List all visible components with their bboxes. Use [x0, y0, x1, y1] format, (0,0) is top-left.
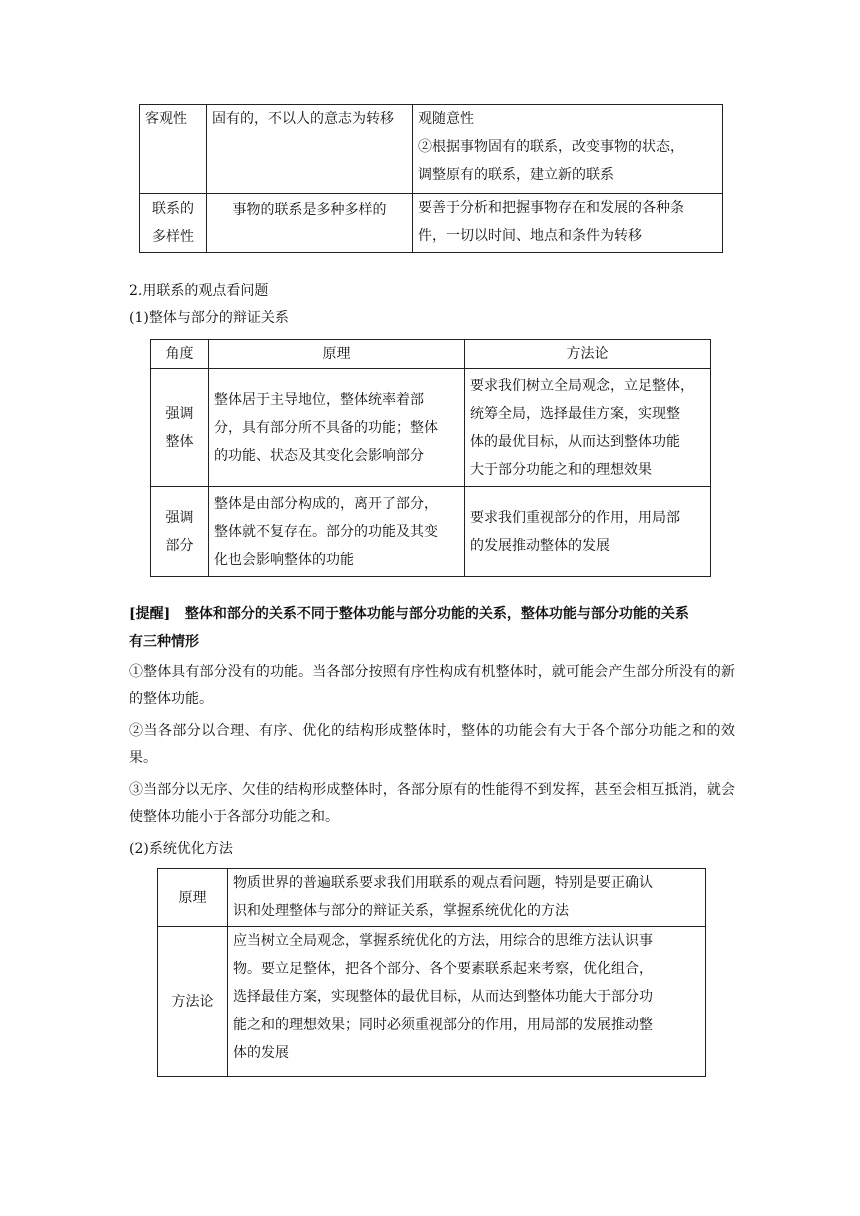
section-title: 2.用联系的观点看问题 — [129, 283, 269, 299]
table-row — [140, 194, 723, 253]
row-method: 要求我们树立全局观念，立足整体， 统筹全局，选择最佳方案，实现整 体的最优目标，从而达到整体功能 大于部分功能之和的理想效果 — [465, 369, 711, 487]
system-optimization-table — [157, 868, 706, 1077]
row-label: 联系的 多样性 — [140, 194, 207, 253]
row-content: 应当树立全局观念，掌握系统优化的方法，用综合的思维方法认识事 物。要立足整体，把各个部分、各个要素联系起来考察，优化组合， 选择最佳方案，实现整体的最优目标，从而达到整体功能大于部分功 能之和的理想效果；同时必须重视部分的作用，用局部的发展推动整 体的发展 — [228, 927, 706, 1077]
table-header-row — [151, 340, 711, 369]
row-label: 方法论 — [158, 927, 228, 1077]
row-content: 物质世界的普遍联系要求我们用联系的观点看问题，特别是要正确认 识和处理整体与部分的辩证关系，掌握系统优化的方法 — [228, 869, 706, 927]
header-method: 方法论 — [465, 340, 711, 369]
row-method: 观随意性 ②根据事物固有的联系，改变事物的状态， 调整原有的联系，建立新的联系 — [413, 105, 723, 194]
table-row — [158, 869, 706, 927]
row-label: 原理 — [158, 869, 228, 927]
connection-properties-table — [139, 104, 723, 253]
row-content: 固有的，不以人的意志为转移 — [207, 105, 413, 194]
point-1: ①整体具有部分没有的功能。当各部分按照有序性构成有机整体时，就可能会产生部分所没有的新的整体功能。 — [129, 664, 735, 707]
row-principle: 整体居于主导地位，整体统率着部 分，具有部分所不具备的功能；整体 的功能、状态及其变化会影响部分 — [209, 369, 465, 487]
point-3: ③当部分以无序、欠佳的结构形成整体时，各部分原有的性能得不到发挥，甚至会相互抵消，就会使整体功能小于各部分功能之和。 — [129, 782, 735, 825]
header-principle: 原理 — [209, 340, 465, 369]
reminder-line-2: 有三种情形 — [129, 634, 199, 650]
reminder-tag: [提醒] — [129, 606, 171, 622]
whole-part-table — [150, 339, 711, 577]
reminder-line-1 — [129, 602, 689, 626]
row-angle: 强调 整体 — [151, 369, 209, 487]
point-2: ②当各部分以合理、有序、优化的结构形成整体时，整体的功能会有大于各个部分功能之和的效果。 — [129, 723, 735, 766]
row-principle: 整体是由部分构成的，离开了部分， 整体就不复存在。部分的功能及其变 化也会影响整体的功能 — [209, 487, 465, 577]
row-content: 事物的联系是多种多样的 — [207, 194, 413, 253]
row-angle: 强调 部分 — [151, 487, 209, 577]
reminder-text: 整体和部分的关系不同于整体功能与部分功能的关系，整体功能与部分功能的关系 — [184, 606, 689, 622]
table-row — [151, 369, 711, 487]
table-row — [158, 927, 706, 1077]
subsection-title: (2)系统优化方法 — [129, 841, 233, 857]
row-method: 要求我们重视部分的作用，用局部 的发展推动整体的发展 — [465, 487, 711, 577]
table-row — [151, 487, 711, 577]
subsection-title: (1)整体与部分的辩证关系 — [129, 310, 289, 326]
header-angle: 角度 — [151, 340, 209, 369]
row-label: 客观性 — [140, 105, 207, 194]
row-method: 要善于分析和把握事物存在和发展的各种条 件，一切以时间、地点和条件为转移 — [413, 194, 723, 253]
table-row — [140, 105, 723, 194]
